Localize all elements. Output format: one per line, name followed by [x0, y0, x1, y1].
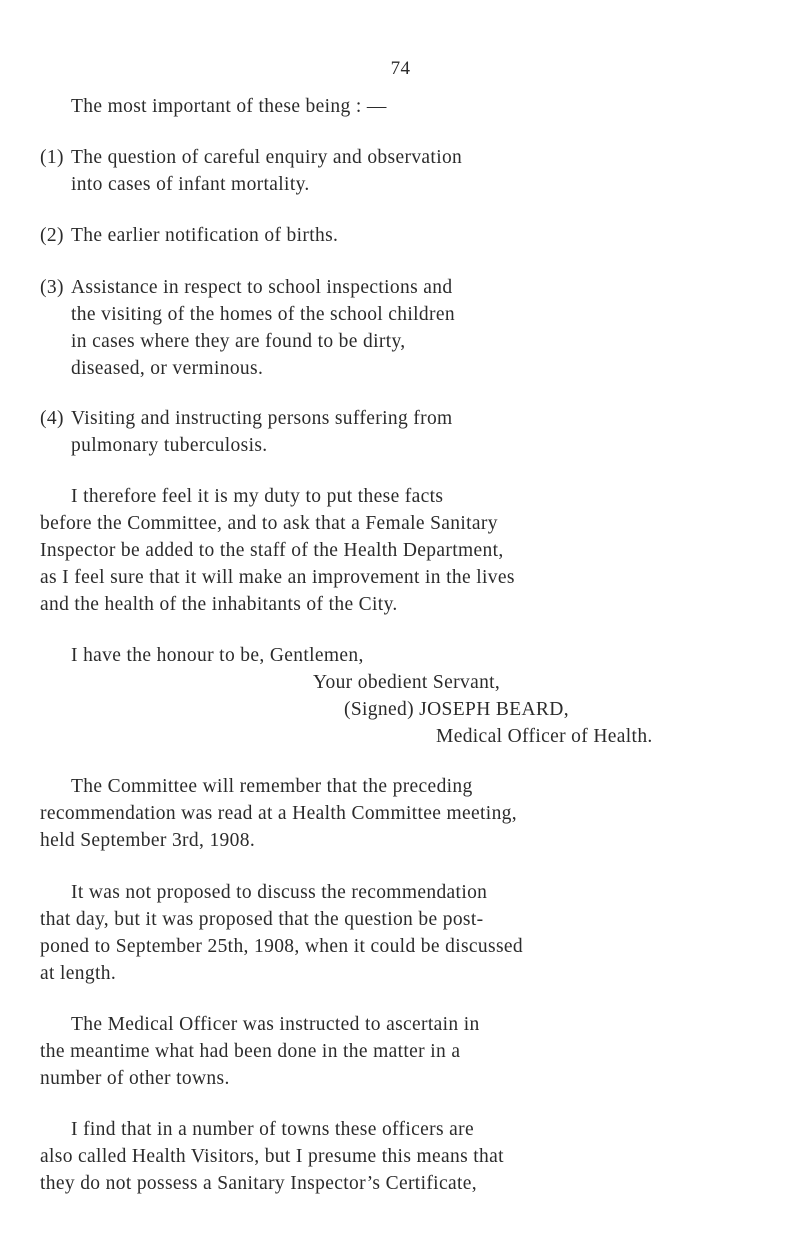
paragraph-line: poned to September 25th, 1908, when it could be discussed: [40, 936, 523, 957]
list-item-text: in cases where they are found to be dirty,: [71, 331, 406, 352]
list-item-text: The question of careful enquiry and observation: [71, 147, 463, 168]
list-item-text: diseased, or verminous.: [71, 358, 264, 379]
paragraph-line: number of other towns.: [40, 1068, 230, 1089]
signature-title: Medical Officer of Health.: [436, 726, 653, 747]
paragraph-line: held September 3rd, 1908.: [40, 830, 256, 851]
list-item-text: The earlier notification of births.: [71, 225, 339, 246]
paragraph-line: as I feel sure that it will make an improvement in the lives: [40, 567, 515, 588]
paragraph-line: I find that in a number of towns these officers are: [71, 1119, 475, 1140]
paragraph-line: recommendation was read at a Health Committee meeting,: [40, 803, 517, 824]
paragraph-line: at length.: [40, 963, 117, 984]
signature-line: Your obedient Servant,: [313, 672, 501, 693]
list-item-text: Visiting and instructing persons suffering from: [71, 408, 453, 429]
paragraph-line: The Medical Officer was instructed to ascertain in: [71, 1014, 480, 1035]
paragraph-line: also called Health Visitors, but I presume this means that: [40, 1146, 504, 1167]
paragraph-line: The Committee will remember that the preceding: [71, 776, 473, 797]
page-number: 74: [390, 58, 411, 79]
list-item-text: into cases of infant mortality.: [71, 174, 310, 195]
list-item-number: (1): [40, 147, 64, 168]
paragraph-line: and the health of the inhabitants of the City.: [40, 594, 398, 615]
paragraph-line: before the Committee, and to ask that a Female Sanitary: [40, 513, 498, 534]
list-item-text: pulmonary tuberculosis.: [71, 435, 268, 456]
paragraph-line: I therefore feel it is my duty to put these facts: [71, 486, 444, 507]
intro-text: The most important of these being : —: [71, 96, 387, 117]
list-item-number: (3): [40, 277, 64, 298]
signature-name: (Signed) JOSEPH BEARD,: [344, 699, 569, 720]
paragraph-line: they do not possess a Sanitary Inspector’s Certificate,: [40, 1173, 477, 1194]
paragraph-line: It was not proposed to discuss the recommendation: [71, 882, 488, 903]
list-item-text: Assistance in respect to school inspections and: [71, 277, 453, 298]
paragraph-line: Inspector be added to the staff of the Health Department,: [40, 540, 504, 561]
list-item-number: (4): [40, 408, 64, 429]
paragraph-line: that day, but it was proposed that the question be post-: [40, 909, 484, 930]
paragraph-line: the meantime what had been done in the matter in a: [40, 1041, 461, 1062]
list-item-text: the visiting of the homes of the school children: [71, 304, 455, 325]
signature-line: I have the honour to be, Gentlemen,: [71, 645, 364, 666]
list-item-number: (2): [40, 225, 64, 246]
